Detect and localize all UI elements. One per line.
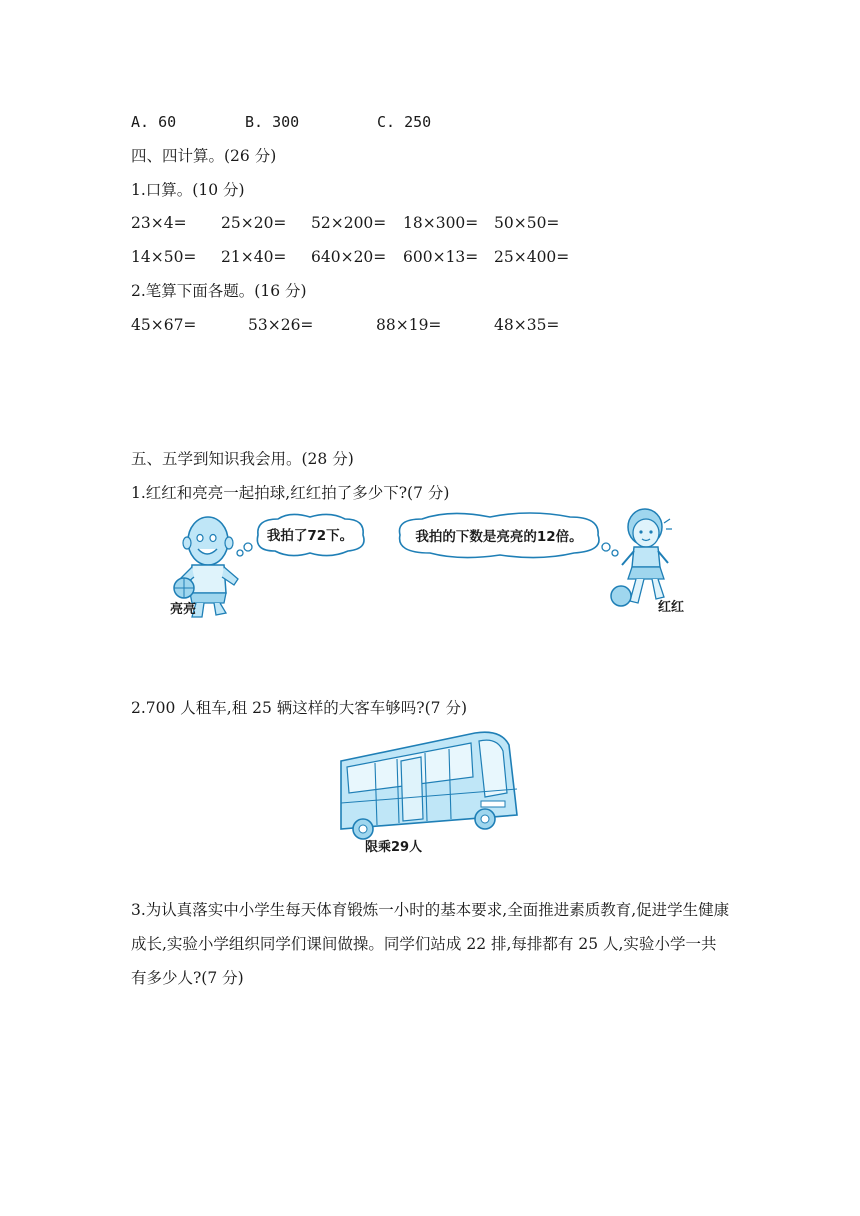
choice-c: C. 250 [377, 113, 432, 131]
written-problem: 53×26= [248, 316, 314, 334]
bubble-left-text: 我拍了72下。 [266, 528, 354, 544]
section-5-title: 五、五学到知识我会用。(28 分) [131, 450, 354, 468]
q5-3-text: 3.为认真落实中小学生每天体育锻炼一小时的基本要求,全面推进素质教育,促进学生健康成长,实验小学组织同学们课间做操。同学们站成 22 排,每排都有 25 人,实验小学一共有多少人?(7 分) [131, 901, 730, 987]
q5-1-title: 1.红红和亮亮一起拍球,红红拍了多少下?(7 分) [131, 484, 450, 502]
oral-problem: 18×300= [403, 214, 479, 232]
name-right-label: 红红 [658, 600, 685, 615]
oral-problem: 50×50= [494, 214, 560, 232]
oral-problem: 14×50= [131, 248, 197, 266]
bubble-right-text: 我拍的下数是亮亮的12倍。 [415, 529, 583, 545]
oral-problem: 23×4= [131, 214, 187, 232]
section-4-title: 四、四计算。(26 分) [131, 147, 277, 165]
oral-problem: 25×400= [494, 248, 570, 266]
name-left-label: 亮亮 [170, 602, 197, 617]
oral-problem: 52×200= [311, 214, 387, 232]
choice-b: B. 300 [245, 113, 300, 131]
bus-icon [341, 732, 517, 839]
speech-bubble-left [237, 514, 364, 556]
choice-a: A. 60 [131, 113, 177, 131]
q5-2-title: 2.700 人租车,租 25 辆这样的大客车够吗?(7 分) [131, 699, 467, 717]
q4-1-title: 1.口算。(10 分) [131, 181, 245, 199]
speech-bubble-right [399, 513, 618, 558]
oral-problem: 600×13= [403, 248, 479, 266]
written-problem: 88×19= [376, 316, 442, 334]
written-problem: 45×67= [131, 316, 197, 334]
q4-2-title: 2.笔算下面各题。(16 分) [131, 282, 307, 300]
ball-bouncing-illustration [160, 505, 700, 630]
oral-problem: 640×20= [311, 248, 387, 266]
girl-honghong-figure [611, 509, 672, 606]
oral-problem: 21×40= [221, 248, 287, 266]
bus-illustration [335, 727, 525, 857]
oral-problem: 25×20= [221, 214, 287, 232]
written-problem: 48×35= [494, 316, 560, 334]
bus-capacity-caption: 限乘29人 [365, 840, 423, 855]
